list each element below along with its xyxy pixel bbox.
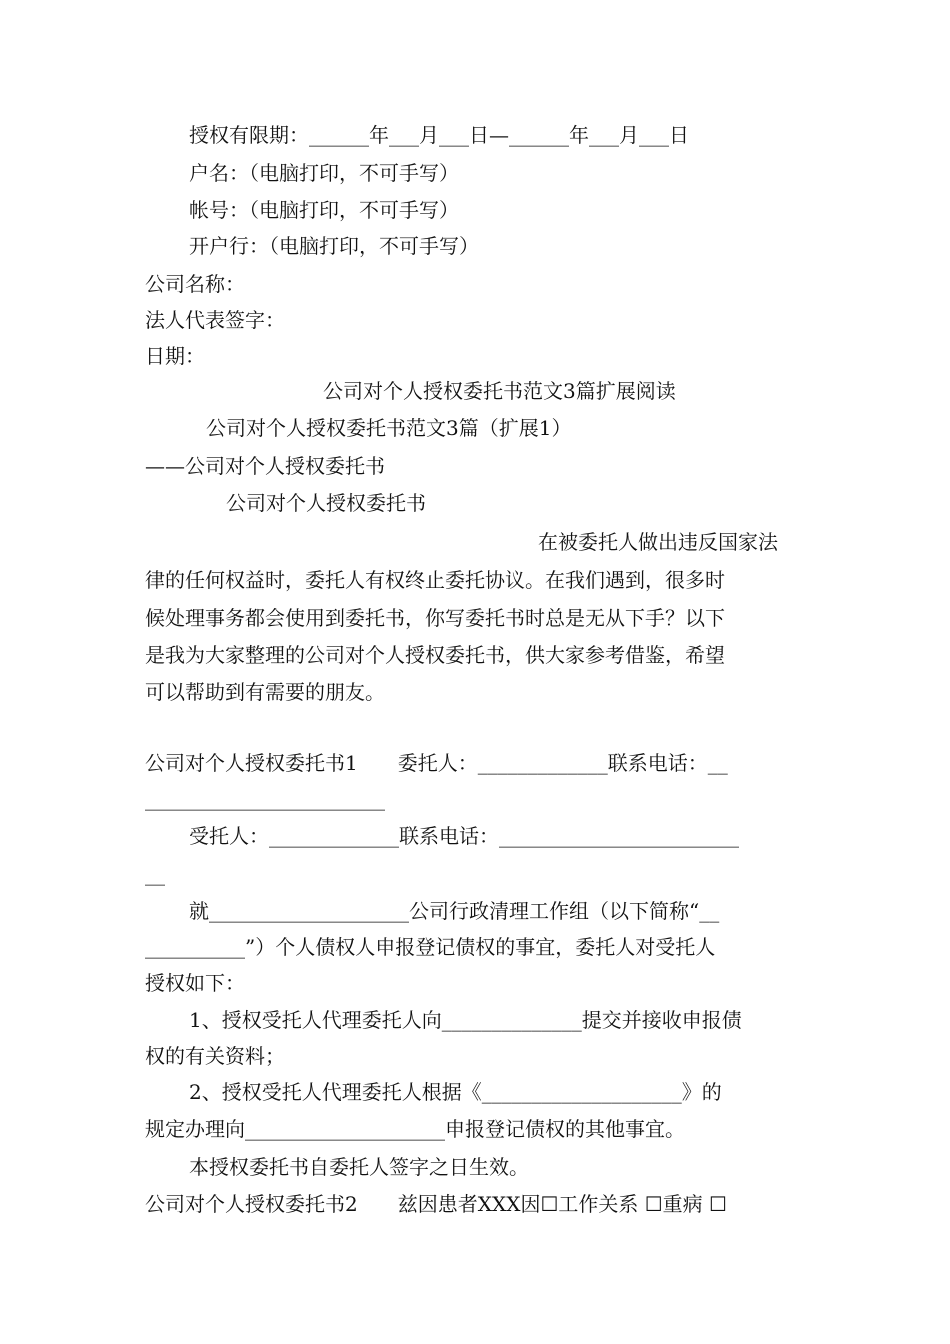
extended-reading-heading: 公司对个人授权委托书范文3篇扩展阅读 bbox=[323, 379, 676, 403]
intro-line: 在被委托人做出违反国家法 bbox=[538, 530, 778, 554]
authorization-item-2-cont: 规定办理向____________________申报登记债权的其他事宜。 bbox=[145, 1117, 685, 1141]
trustee-line: 受托人：_____________联系电话：________________________ bbox=[189, 824, 739, 848]
subheading-dash: ——公司对个人授权委托书 bbox=[145, 454, 385, 478]
regarding-line: __________”）个人债权人申报登记债权的事宜，委托人对受托人 bbox=[145, 935, 716, 959]
regarding-line: 就____________________公司行政清理工作组（以下简称“__ bbox=[189, 899, 720, 923]
intro-line: 是我为大家整理的公司对个人授权委托书，供大家参考借鉴，希望 bbox=[145, 643, 725, 667]
intro-line: 律的任何权益时，委托人有权终止委托协议。在我们遇到，很多时 bbox=[145, 568, 725, 592]
extension-1-heading: 公司对个人授权委托书范文3篇（扩展1） bbox=[206, 416, 572, 440]
authorization-item-1: 1、授权受托人代理委托人向______________提交并接收申报债 bbox=[189, 1008, 742, 1032]
sample2-line: 公司对个人授权委托书2 兹因患者XXX因☐工作关系 ☐重病 ☐ bbox=[145, 1192, 727, 1216]
sample1-entruster-line: 公司对个人授权委托书1 委托人：_____________联系电话：__ bbox=[145, 751, 728, 775]
date-label: 日期： bbox=[145, 344, 205, 368]
legal-rep-sign-label: 法人代表签字： bbox=[145, 308, 285, 332]
bank-line: 开户行：（电脑打印，不可手写） bbox=[189, 234, 479, 258]
intro-line: 候处理事务都会使用到委托书，你写委托书时总是无从下手？以下 bbox=[145, 606, 725, 630]
effective-statement: 本授权委托书自委托人签字之日生效。 bbox=[189, 1155, 529, 1179]
account-name-line: 户名：（电脑打印，不可手写） bbox=[189, 161, 459, 185]
trustee-line-cont: __ bbox=[145, 862, 165, 886]
centered-title: 公司对个人授权委托书 bbox=[226, 491, 426, 515]
authorization-item-2: 2、授权受托人代理委托人根据《____________________》的 bbox=[189, 1080, 722, 1104]
auth-period-line: 授权有限期：______年___月___日—______年___月___日 bbox=[189, 123, 689, 147]
sample1-entruster-line-cont: ________________________ bbox=[145, 787, 385, 811]
intro-line: 可以帮助到有需要的朋友。 bbox=[145, 680, 385, 704]
regarding-line: 授权如下： bbox=[145, 971, 245, 995]
authorization-item-1-cont: 权的有关资料； bbox=[145, 1044, 285, 1068]
account-number-line: 帐号：（电脑打印，不可手写） bbox=[189, 198, 459, 222]
company-name-label: 公司名称： bbox=[145, 272, 245, 296]
